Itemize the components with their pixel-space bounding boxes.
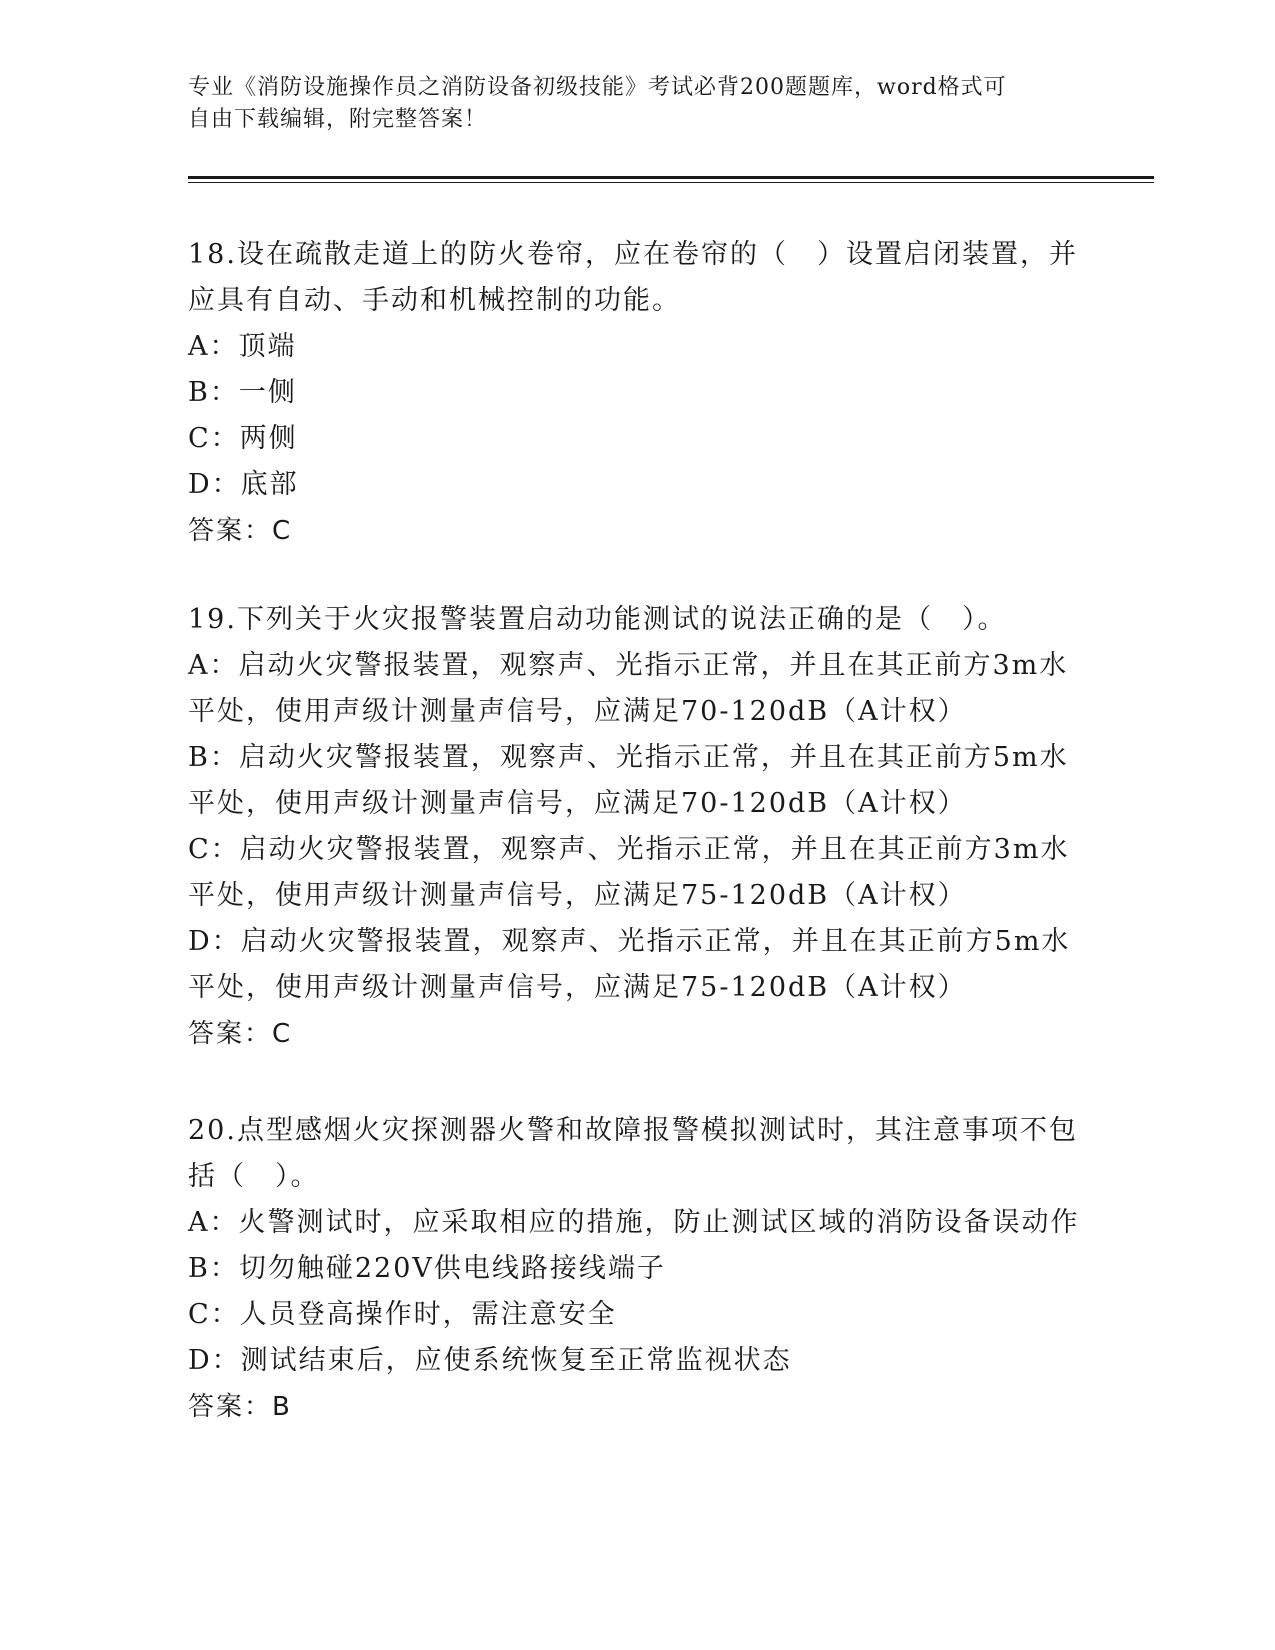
option-a: A：启动火灾警报装置，观察声、光指示正常，并且在其正前方3m水 [188,650,1069,681]
question-19 [188,597,1088,1057]
option-c: C：两侧 [188,423,298,454]
option-d: D：测试结束后，应使系统恢复至正常监视状态 [188,1345,792,1376]
document-header [188,72,1068,136]
question-18 [188,232,1088,554]
option-b: B：切勿触碰220V供电线路接线端子 [188,1253,666,1284]
answer: 答案：C [188,1019,293,1049]
option-a: A：顶端 [188,331,297,362]
option-d-cont: 平处，使用声级计测量声信号，应满足75-120dB（A计权） [188,972,967,1003]
option-d: D：启动火灾警报装置，观察声、光指示正常，并且在其正前方5m水 [188,926,1071,957]
option-a: A：火警测试时，应采取相应的措施，防止测试区域的消防设备误动作 [188,1207,1080,1238]
header-rule-thick [188,176,1154,179]
question-stem-cont: 括（ ）。 [188,1161,320,1192]
option-c: C：人员登高操作时，需注意安全 [188,1299,617,1330]
question-stem: 20.点型感烟火灾探测器火警和故障报警模拟测试时，其注意事项不包 [188,1115,1078,1146]
option-d: D：底部 [188,469,299,500]
answer: 答案：B [188,1392,292,1422]
header-rule-thin [188,182,1154,183]
option-a-cont: 平处，使用声级计测量声信号，应满足70-120dB（A计权） [188,696,967,727]
option-c: C：启动火灾警报装置，观察声、光指示正常，并且在其正前方3m水 [188,834,1070,865]
option-b: B：一侧 [188,377,297,408]
question-stem-cont: 应具有自动、手动和机械控制的功能。 [188,285,681,316]
option-c-cont: 平处，使用声级计测量声信号，应满足75-120dB（A计权） [188,880,967,911]
question-stem: 19.下列关于火灾报警装置启动功能测试的说法正确的是（ ）。 [188,604,1007,635]
option-b: B：启动火灾警报装置，观察声、光指示正常，并且在其正前方5m水 [188,742,1069,773]
option-b-cont: 平处，使用声级计测量声信号，应满足70-120dB（A计权） [188,788,967,819]
question-stem: 18.设在疏散走道上的防火卷帘，应在卷帘的（ ）设置启闭装置，并 [188,239,1078,270]
header-line-1: 专业《消防设施操作员之消防设备初级技能》考试必背200题题库，word格式可 [188,75,1007,100]
answer: 答案：C [188,516,293,546]
header-line-2: 自由下载编辑，附完整答案！ [188,107,488,132]
question-20 [188,1108,1088,1430]
